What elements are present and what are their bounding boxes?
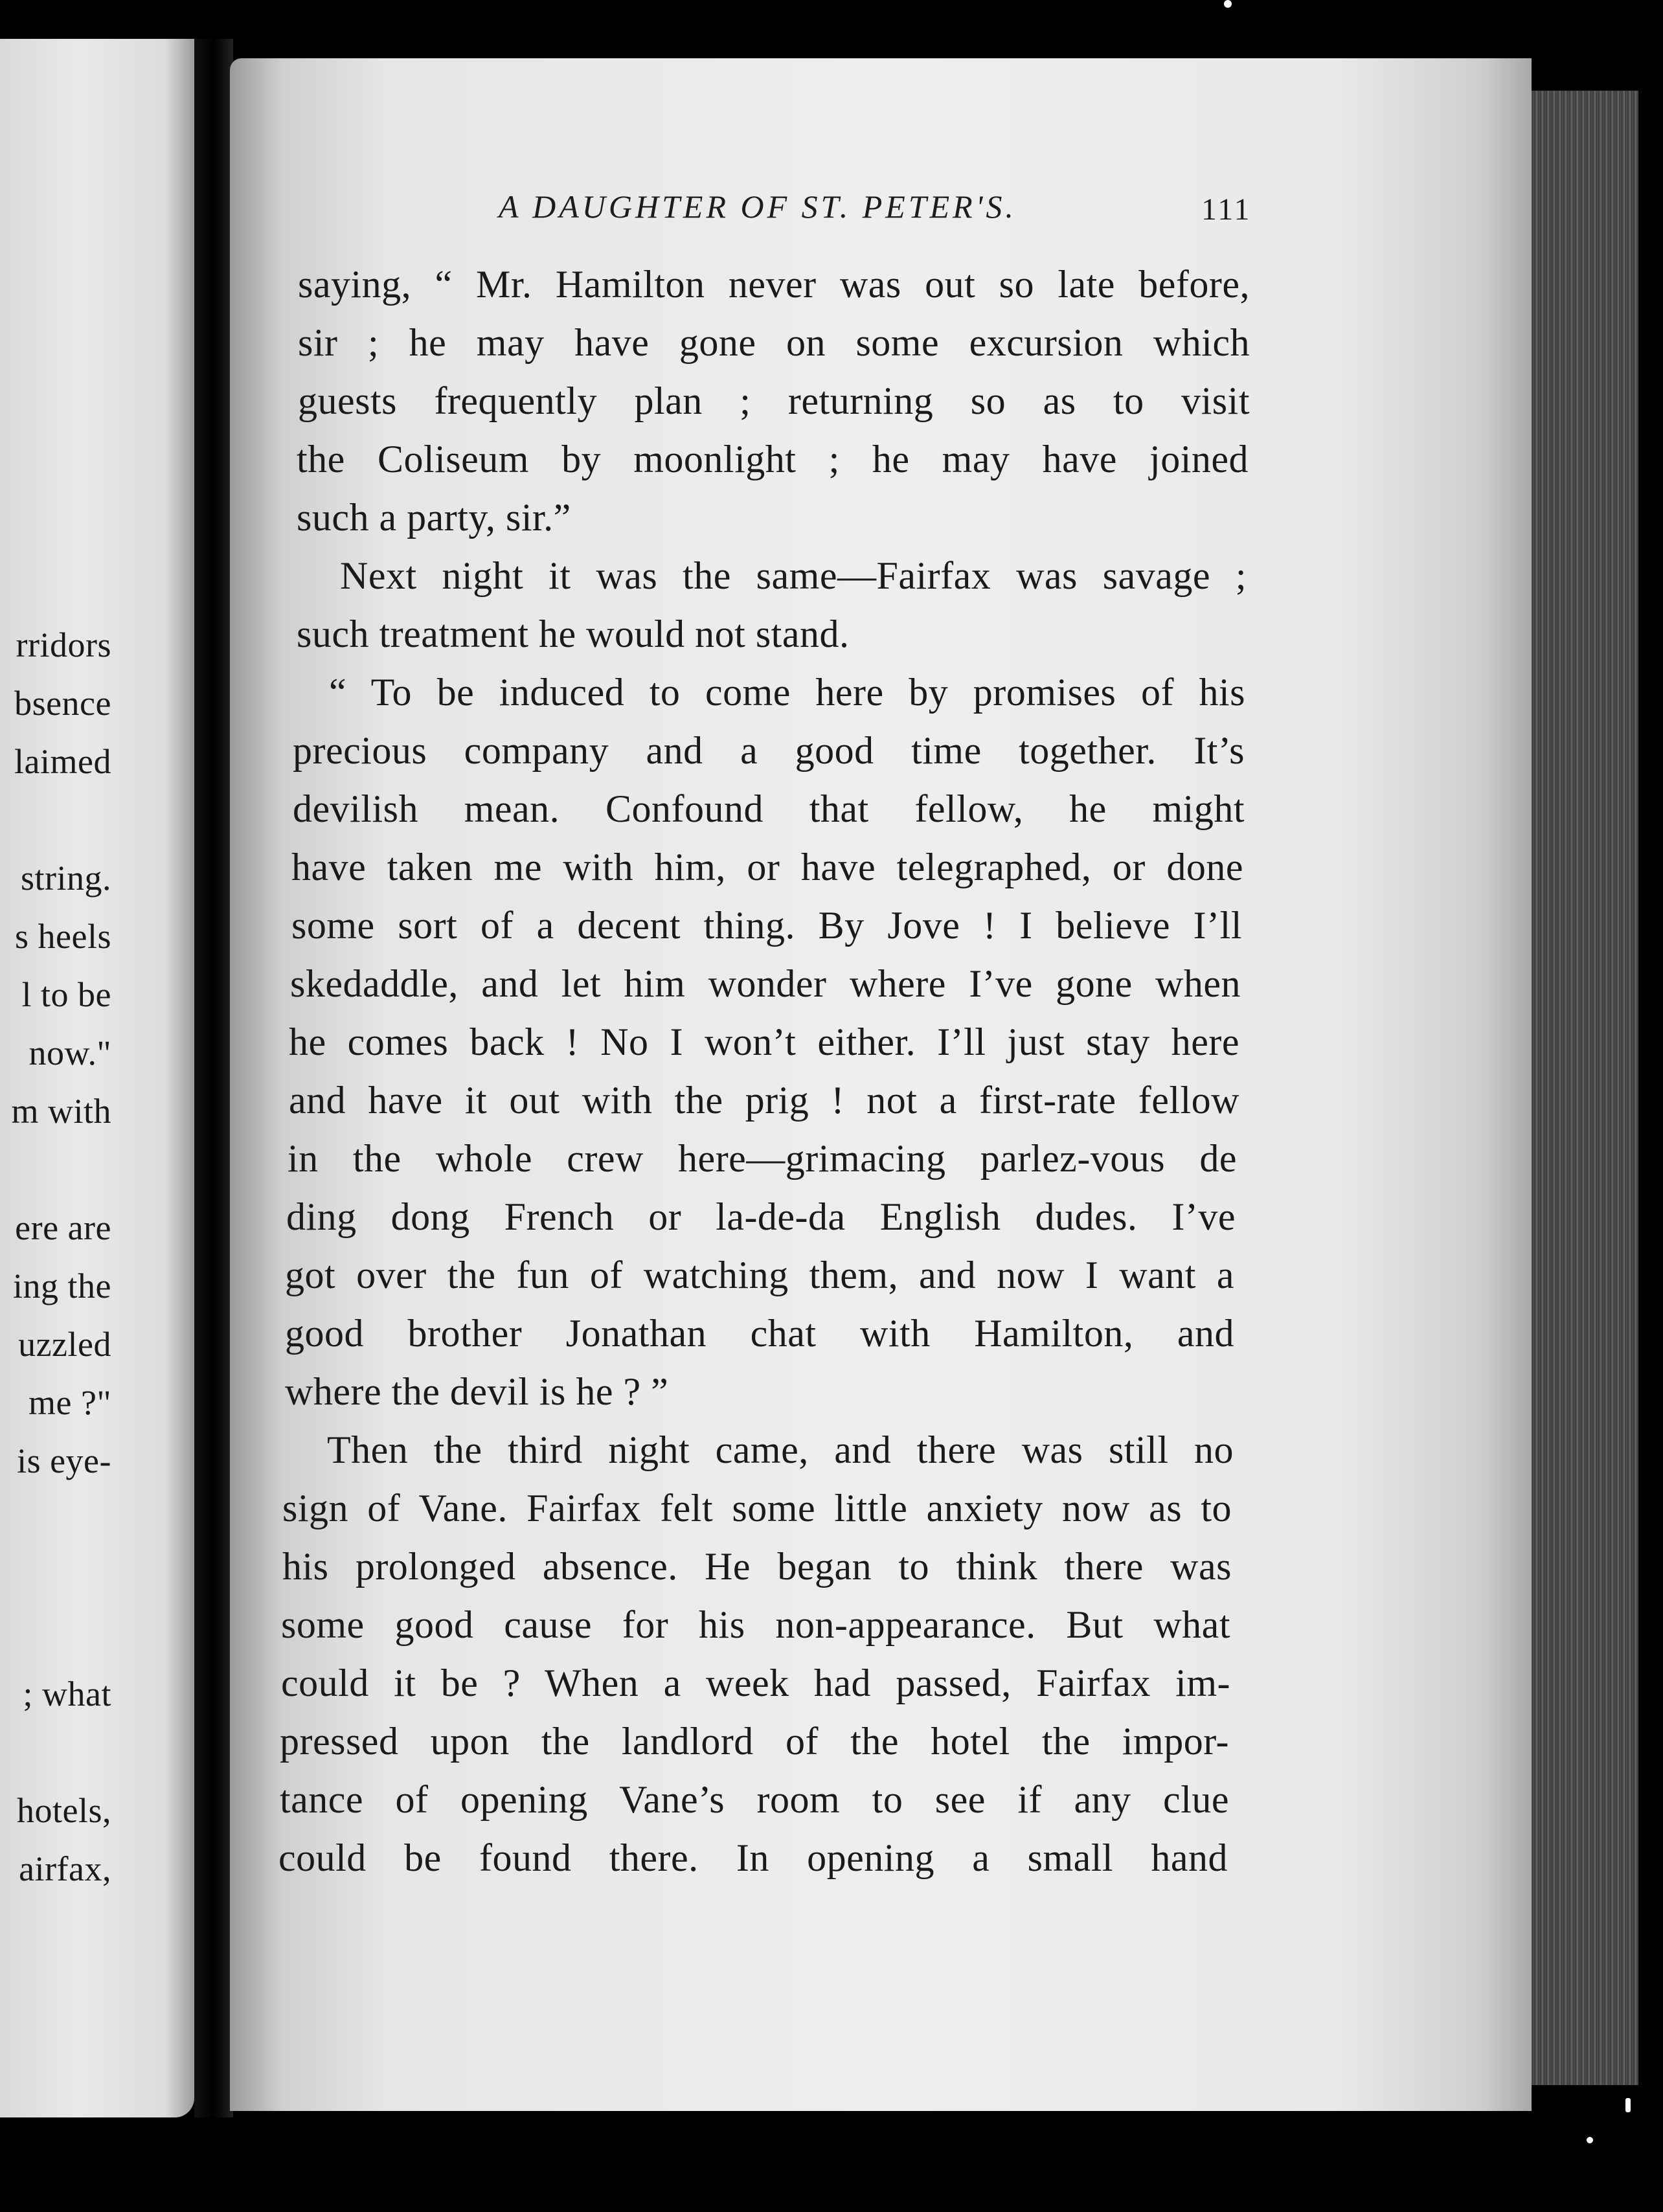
text-line: some good cause for his non-appearance. But what <box>281 1603 1230 1646</box>
left-page-line: laimed <box>14 742 111 781</box>
left-page <box>0 39 194 2117</box>
left-page-line: ; what <box>23 1675 111 1713</box>
scan-speck <box>1587 2137 1593 2143</box>
running-head: A DAUGHTER OF ST. PETER'S. <box>499 188 1017 225</box>
text-line: such treatment he would not stand. <box>297 613 850 655</box>
text-line: and have it out with the prig ! not a first-rate fellow <box>289 1079 1239 1122</box>
text-line: Then the third night came, and there was still no <box>327 1428 1234 1471</box>
left-page-line: airfax, <box>19 1849 111 1888</box>
page-edge-stack <box>1515 91 1638 2085</box>
left-page-line: s heels <box>15 917 111 956</box>
text-line: the Coliseum by moonlight ; he may have joined <box>297 438 1249 480</box>
text-line: sir ; he may have gone on some excursion which <box>298 321 1250 364</box>
text-line: “ To be induced to come here by promises of his <box>329 671 1245 714</box>
text-line: guests frequently plan ; returning so as to visit <box>298 379 1250 422</box>
text-line: Next night it was the same—Fairfax was savage ; <box>340 554 1247 597</box>
left-page-line: hotels, <box>17 1791 111 1830</box>
text-line: good brother Jonathan chat with Hamilton, and <box>285 1312 1234 1355</box>
page-number: 111 <box>1201 192 1252 227</box>
scan-speck <box>1224 0 1232 8</box>
text-line: skedaddle, and let him wonder where I’ve gone when <box>290 962 1241 1005</box>
left-page-line: string. <box>20 859 111 897</box>
scan-speck <box>1625 2098 1631 2112</box>
text-line: he comes back ! No I won’t either. I’ll just stay here <box>289 1021 1239 1063</box>
text-line: could it be ? When a week had passed, Fairfax im- <box>281 1662 1230 1704</box>
text-line: where the devil is he ? ” <box>285 1370 669 1413</box>
left-page-line: me ?" <box>28 1383 111 1422</box>
left-page-line: rridors <box>16 626 111 664</box>
text-line: his prolonged absence. He began to think there was <box>282 1545 1232 1588</box>
text-line: precious company and a good time together. It’s <box>293 729 1245 772</box>
left-page-line: ing the <box>13 1267 111 1305</box>
book-gutter <box>194 39 233 2117</box>
left-page-line: uzzled <box>18 1325 111 1364</box>
text-line: some sort of a decent thing. By Jove ! I believe I’ll <box>291 904 1242 947</box>
left-page-line: now." <box>28 1033 111 1072</box>
text-line: saying, “ Mr. Hamilton never was out so late before, <box>298 263 1250 306</box>
text-line: pressed upon the landlord of the hotel the impor- <box>280 1720 1229 1763</box>
text-line: sign of Vane. Fairfax felt some little anxiety now as to <box>282 1487 1232 1529</box>
left-page-line: m with <box>11 1092 111 1131</box>
left-page-line: is eye- <box>17 1441 111 1480</box>
text-line: could be found there. In opening a small hand <box>278 1836 1228 1879</box>
text-line: tance of opening Vane’s room to see if any clue <box>280 1778 1229 1821</box>
text-line: have taken me with him, or have telegraphed, or done <box>291 846 1243 888</box>
text-line: got over the fun of watching them, and now I want a <box>285 1254 1234 1296</box>
text-line: in the whole crew here—grimacing parlez-vous de <box>288 1137 1237 1180</box>
left-page-line: ere are <box>15 1208 111 1247</box>
left-page-line: bsence <box>14 684 111 723</box>
text-line: ding dong French or la-de-da English dudes. I’ve <box>286 1195 1236 1238</box>
text-line: such a party, sir.” <box>297 496 571 539</box>
left-page-line: l to be <box>21 975 111 1014</box>
text-line: devilish mean. Confound that fellow, he might <box>293 787 1245 830</box>
